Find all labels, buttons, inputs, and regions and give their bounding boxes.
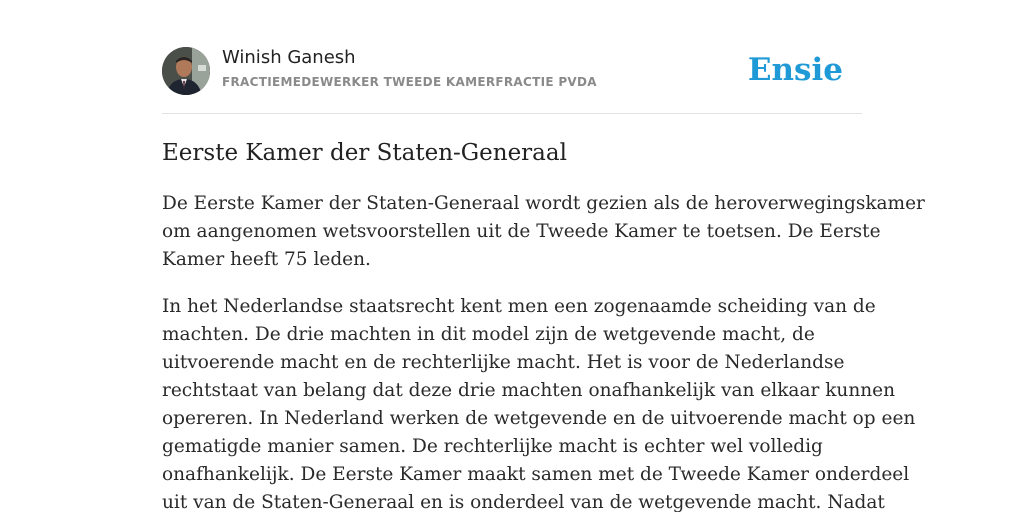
text-line: Kamer heeft 75 leden. bbox=[162, 249, 371, 270]
text-line: machten. De drie machten in dit model zijn de wetgevende macht, de bbox=[162, 324, 815, 345]
text-line: De Eerste Kamer der Staten-Generaal wordt gezien als de heroverwegingskamer bbox=[162, 193, 925, 214]
author-name[interactable]: Winish Ganesh bbox=[222, 47, 356, 68]
text-line: onafhankelijk. De Eerste Kamer maakt samen met de Tweede Kamer onderdeel bbox=[162, 464, 910, 485]
article-body bbox=[162, 190, 925, 512]
text-line: uit van de Staten-Generaal en is onderdeel van de wetgevende macht. Nadat bbox=[162, 492, 885, 512]
author-role: FRACTIEMEDEWERKER TWEEDE KAMERFRACTIE PVDA bbox=[222, 75, 597, 89]
text-line: opereren. In Nederland werken de wetgevende en de uitvoerende macht op een bbox=[162, 408, 916, 429]
text-line: om aangenomen wetsvoorstellen uit de Tweede Kamer te toetsen. De Eerste bbox=[162, 221, 881, 242]
text-line: In het Nederlandse staatsrecht kent men een zogenaamde scheiding van de bbox=[162, 296, 876, 317]
article-title: Eerste Kamer der Staten-Generaal bbox=[162, 140, 567, 166]
author-header bbox=[162, 46, 862, 96]
text-line: rechtstaat van belang dat deze drie machten onafhankelijk van elkaar kunnen bbox=[162, 380, 896, 401]
paragraph-1 bbox=[162, 190, 925, 274]
paragraph-2 bbox=[162, 293, 916, 512]
text-line: uitvoerende macht en de rechterlijke macht. Het is voor de Nederlandse bbox=[162, 352, 845, 373]
text-line: gematigde manier samen. De rechterlijke macht is echter wel volledig bbox=[162, 436, 823, 457]
avatar[interactable] bbox=[162, 47, 210, 95]
brand-logo[interactable]: Ensie bbox=[747, 52, 843, 88]
header-divider bbox=[162, 113, 862, 114]
avatar-photo-icon bbox=[162, 47, 210, 95]
